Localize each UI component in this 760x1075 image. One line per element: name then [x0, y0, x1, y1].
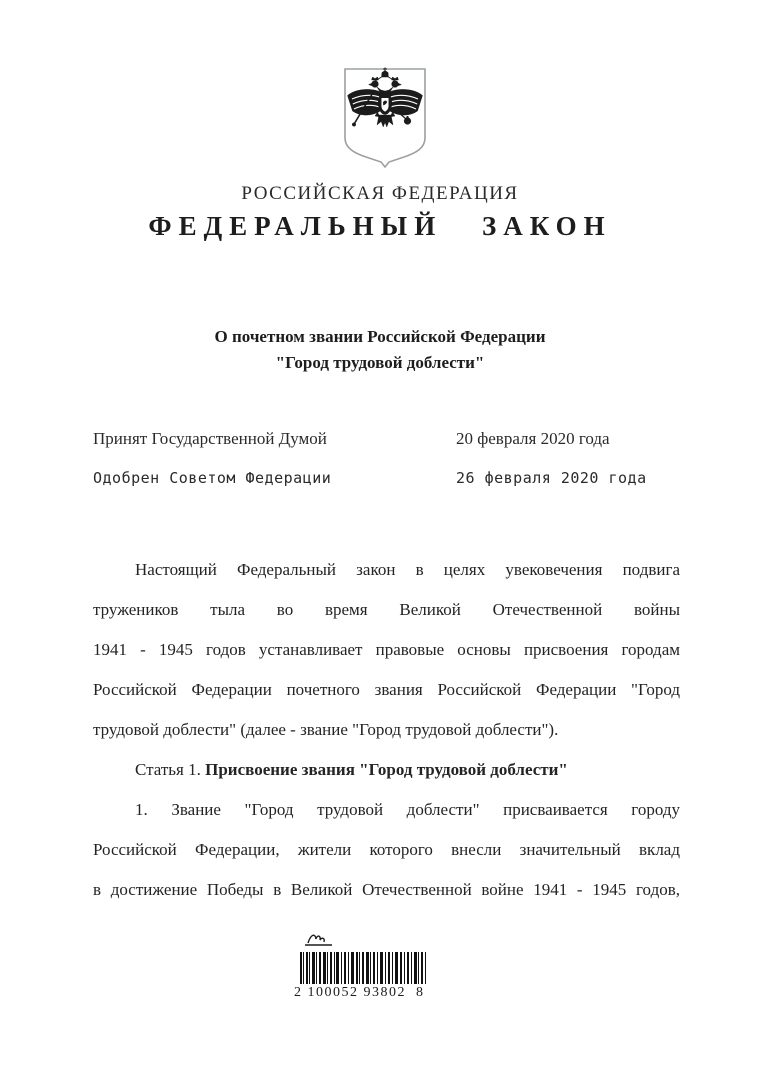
article-1-heading: [93, 750, 680, 790]
adoption-row-council: [93, 469, 683, 493]
body-line: Настоящий Федеральный закон в целях увековечения подвига: [135, 560, 680, 579]
body-line: 1. Звание "Город трудовой доблести" присваивается городу: [135, 800, 680, 819]
barcode-icon: [300, 952, 428, 984]
body-line: Российской Федерации почетного звания Российской Федерации "Город: [93, 680, 680, 699]
body-line: трудовой доблести" (далее - звание "Город трудовой доблести").: [93, 720, 559, 739]
body-line: в достижение Победы в Великой Отечественной войне 1941 - 1945 годов,: [93, 880, 680, 899]
header-country: РОССИЙСКАЯ ФЕДЕРАЦИЯ: [241, 183, 519, 204]
body-line: Российской Федерации, жители которого внесли значительный вклад: [93, 840, 680, 859]
adoption-council-label: Одобрен Советом Федерации: [93, 469, 332, 487]
header-doc-type: ФЕДЕРАЛЬНЫЙ ЗАКОН: [148, 211, 612, 241]
barcode-digits: [294, 985, 434, 1001]
article-1-title: Присвоение звания "Город трудовой доблести": [205, 760, 568, 779]
barcode-digits-main: 2 100052 93802: [294, 985, 406, 1000]
barcode-block: [294, 928, 434, 1010]
document-body: [93, 550, 680, 910]
body-line: 1941 - 1945 годов устанавливает правовые основы присвоения городам: [93, 640, 680, 659]
document-title: [80, 324, 680, 376]
adoption-council-date: 26 февраля 2020 года: [456, 469, 647, 487]
adoption-duma-label: Принят Государственной Думой: [93, 429, 327, 448]
body-line: тружеников тыла во время Великой Отечественной войны: [93, 600, 680, 619]
handwritten-initials-icon: [302, 930, 336, 952]
document-title-line1: О почетном звании Российской Федерации: [214, 327, 546, 346]
adoption-duma-date: 20 февраля 2020 года: [456, 429, 610, 448]
adoption-row-duma: [93, 429, 683, 453]
barcode-check-digit: 8: [416, 985, 425, 1000]
article-1-number: Статья 1.: [135, 760, 206, 779]
russia-coat-of-arms-icon: [340, 66, 430, 170]
document-title-line2: "Город трудовой доблести": [275, 353, 485, 372]
